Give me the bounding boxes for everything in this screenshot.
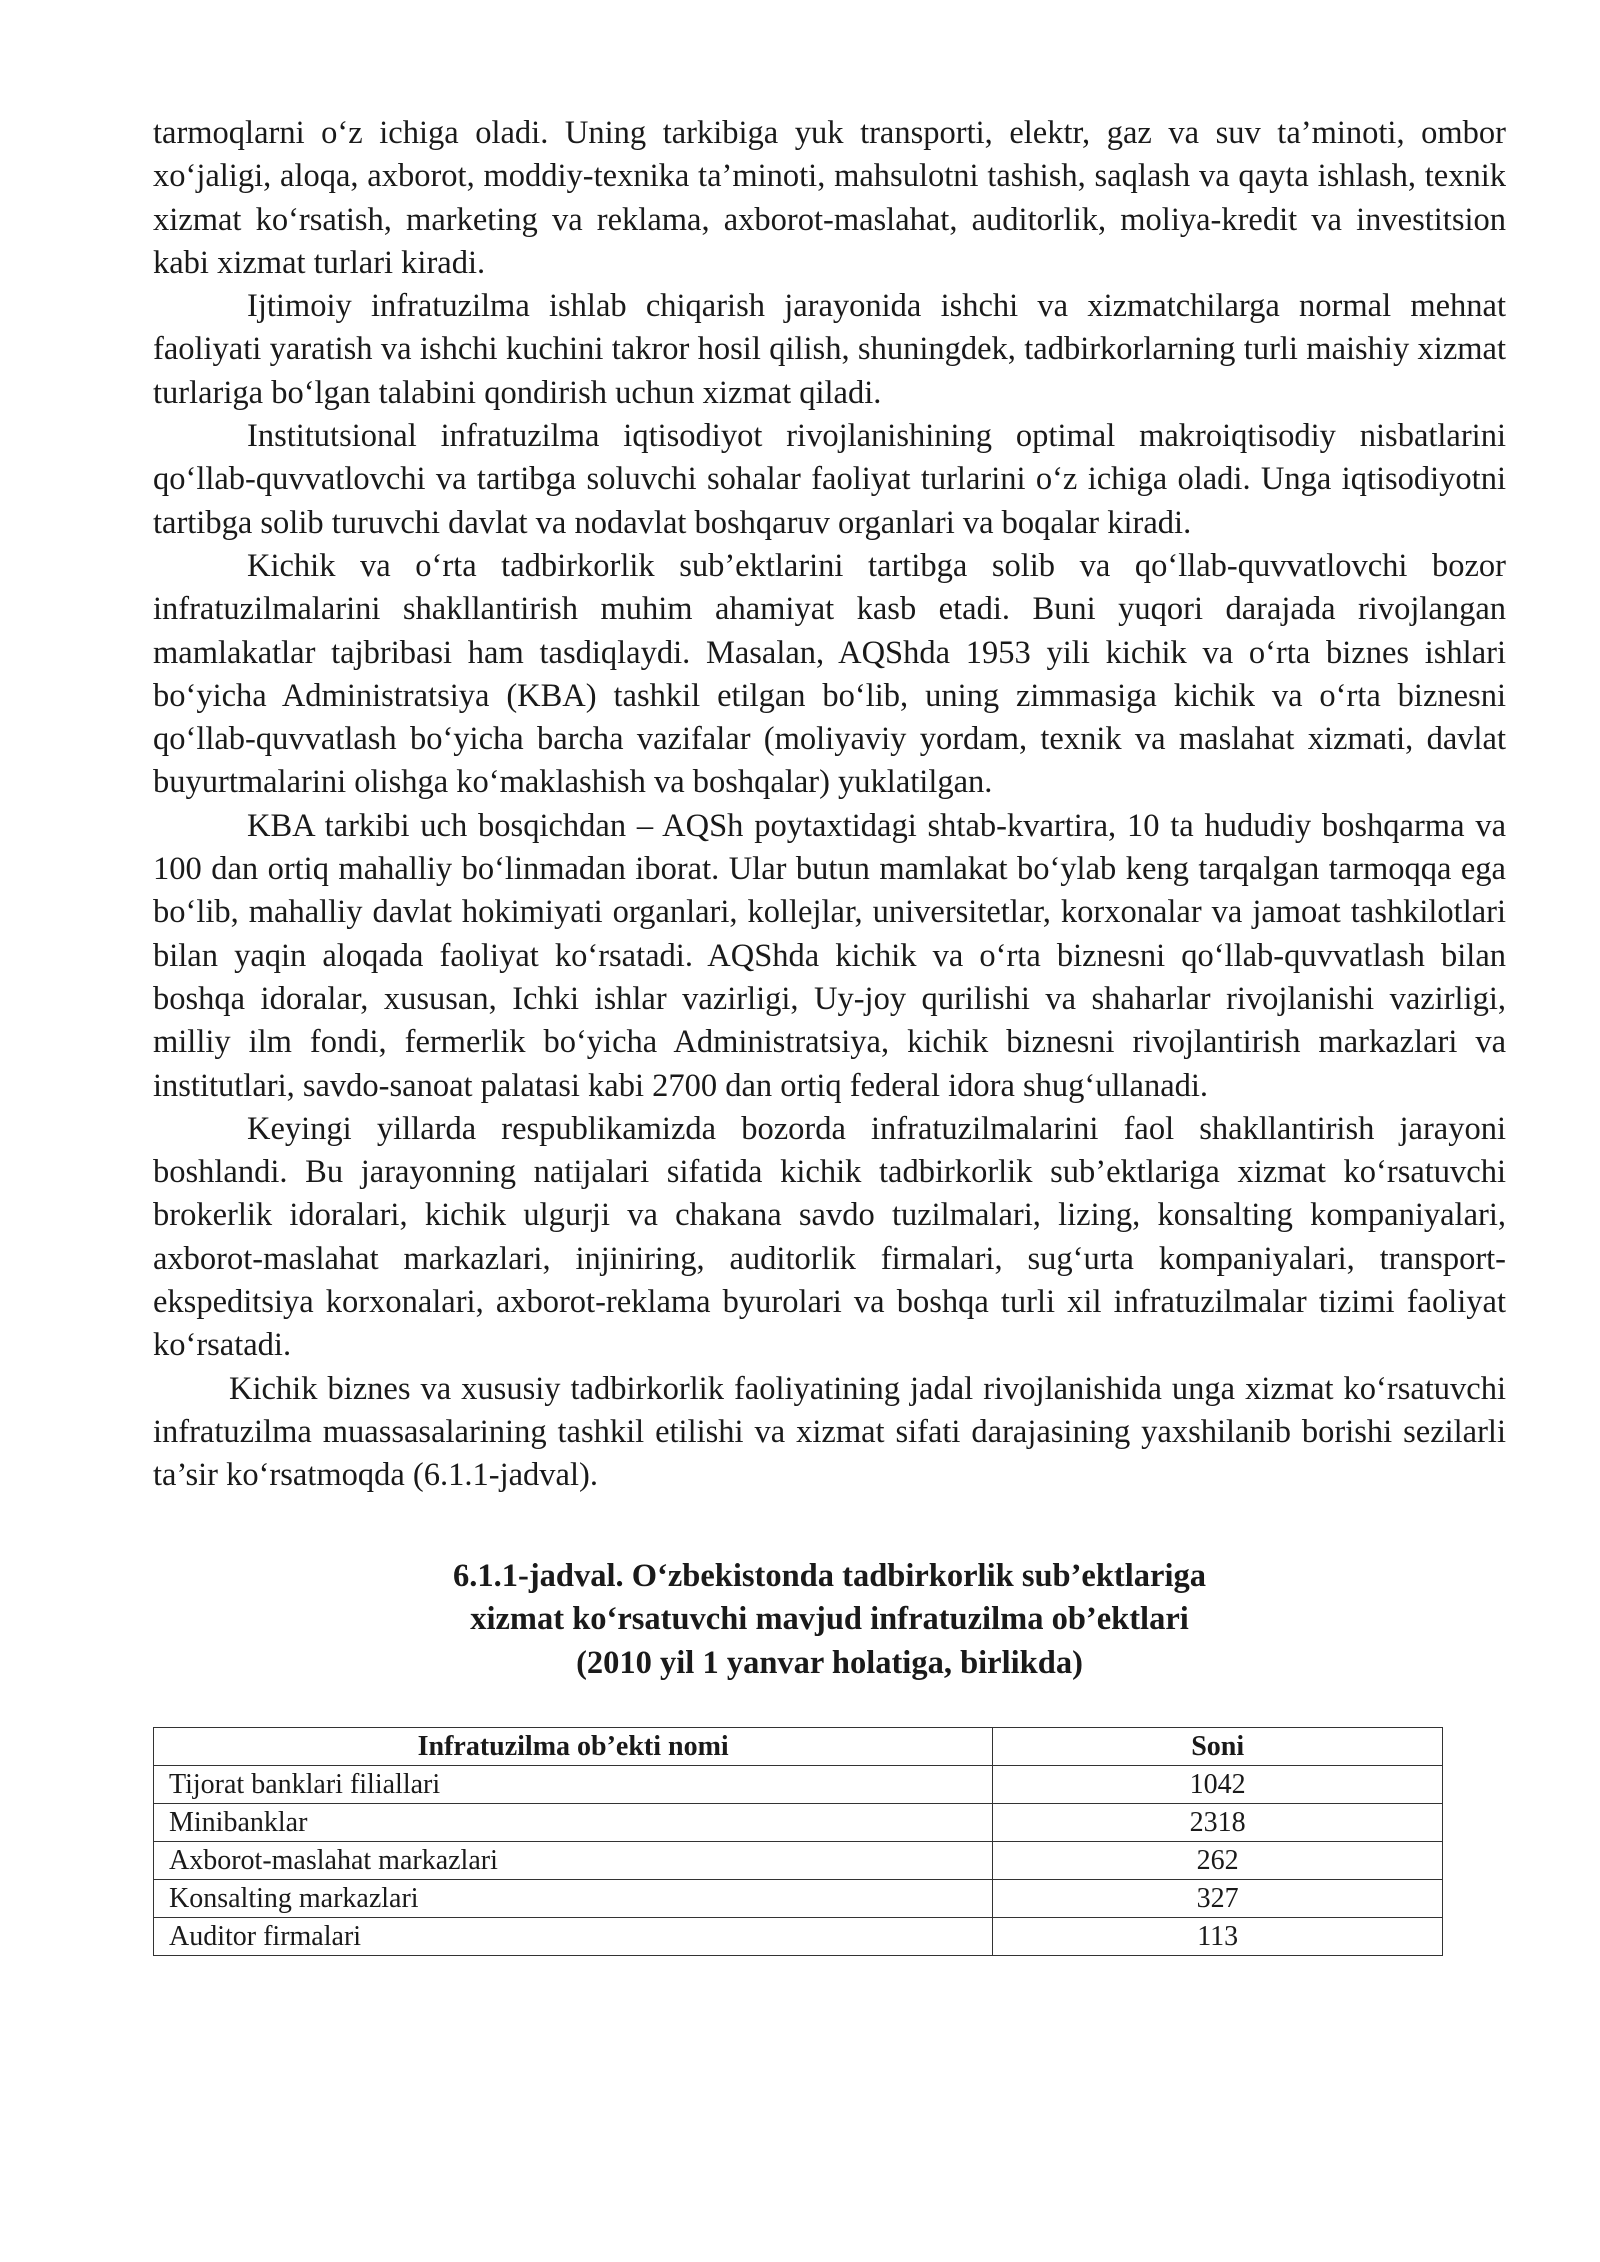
- row-name: Auditor firmalari: [154, 1918, 993, 1956]
- paragraph: KBA tarkibi uch bosqichdan – AQSh poytaxtidagi shtab-kvartira, 10 ta hududiy boshqarma va 100 dan ortiq mahalliy bo‘linmadan iborat. Ular butun mamlakat bo‘ylab keng tarqalgan tarmoqqa ega bo‘lib, mahalliy davlat hokimiyati organlari, kollejlar, universitetlar, korxonalar va jamoat tashkilotlari bilan yaqin aloqada faoliyat ko‘rsatadi. AQShda kichik va o‘rta biznesni qo‘llab-quvvatlash bilan boshqa idoralar, xususan, Ichki ishlar vazirligi, Uy-joy qurilishi va shaharlar rivojlanishi vazirligi, milliy ilm fondi, fermerlik bo‘yicha Administratsiya, kichik biznesni rivojlantirish markazlari va institutlari, savdo-sanoat palatasi kabi 2700 dan ortiq federal idora shug‘ullanadi.: [153, 807, 1506, 1104]
- table-header-row: [154, 1728, 1443, 1766]
- table-row: [154, 1918, 1443, 1956]
- row-name: Minibanklar: [154, 1804, 993, 1842]
- table-row: [154, 1804, 1443, 1842]
- table-title-line: (2010 yil 1 yanvar holatiga, birlikda): [576, 1644, 1083, 1681]
- infrastructure-table: [153, 1727, 1443, 1956]
- column-header-count: Soni: [993, 1728, 1443, 1766]
- row-count: 2318: [993, 1804, 1443, 1842]
- table-title-line: 6.1.1-jadval. O‘zbekistonda tadbirkorlik sub’ektlariga: [453, 1557, 1206, 1594]
- paragraph: tarmoqlarni o‘z ichiga oladi. Uning tarkibiga yuk transporti, elektr, gaz va suv ta’minoti, ombor xo‘jaligi, aloqa, axborot, moddiy-texnika ta’minoti, mahsulotni tashish, saqlash va qayta ishlash, texnik xizmat ko‘rsatish, marketing va reklama, axborot-maslahat, auditorlik, moliya-kredit va investitsion kabi xizmat turlari kiradi.: [153, 115, 1506, 281]
- paragraph: Keyingi yillarda respublikamizda bozorda infratuzilmalarini faol shakllantirish jarayoni boshlandi. Bu jarayonning natijalari sifatida kichik tadbirkorlik sub’ektlariga xizmat ko‘rsatuvchi brokerlik idoralari, kichik ulgurji va chakana savdo tuzilmalari, lizing, konsalting kompaniyalari, axborot-maslahat markazlari, injiniring, auditorlik firmalari, sug‘urta kompaniyalari, transport-ekspeditsiya korxonalari, axborot-reklama byurolari va boshqa turli xil infratuzilmalar tizimi faoliyat ko‘rsatadi.: [153, 1110, 1506, 1364]
- paragraph: Ijtimoiy infratuzilma ishlab chiqarish jarayonida ishchi va xizmatchilarga normal mehnat faoliyati yaratish va ishchi kuchini takror hosil qilish, shuningdek, tadbirkorlarning turli maishiy xizmat turlariga bo‘lgan talabini qondirish uchun xizmat qiladi.: [153, 288, 1506, 411]
- row-count: 327: [993, 1880, 1443, 1918]
- table-title: [153, 1555, 1506, 1686]
- paragraph: Kichik biznes va xususiy tadbirkorlik faoliyatining jadal rivojlanishida unga xizmat ko‘rsatuvchi infratuzilma muassasalarining tashkil etilishi va xizmat sifati darajasining yaxshilanib borishi sezilarli ta’sir ko‘rsatmoqda (6.1.1-jadval).: [153, 1370, 1506, 1494]
- table-row: [154, 1842, 1443, 1880]
- document-page: [153, 112, 1506, 1956]
- table-row: [154, 1880, 1443, 1918]
- paragraph: Institutsional infratuzilma iqtisodiyot rivojlanishining optimal makroiqtisodiy nisbatlarini qo‘llab-quvvatlovchi va tartibga soluvchi sohalar faoliyat turlarini o‘z ichiga oladi. Unga iqtisodiyotni tartibga solib turuvchi davlat va nodavlat boshqaruv organlari va boqalar kiradi.: [153, 418, 1506, 541]
- row-name: Konsalting markazlari: [154, 1880, 993, 1918]
- row-count: 262: [993, 1842, 1443, 1880]
- row-name: Axborot-maslahat markazlari: [154, 1842, 993, 1880]
- table-row: [154, 1766, 1443, 1804]
- column-header-name: Infratuzilma ob’ekti nomi: [154, 1728, 993, 1766]
- row-count: 1042: [993, 1766, 1443, 1804]
- row-count: 113: [993, 1918, 1443, 1956]
- row-name: Tijorat banklari filiallari: [154, 1766, 993, 1804]
- table-title-line: xizmat ko‘rsatuvchi mavjud infratuzilma ob’ektlari: [470, 1601, 1189, 1637]
- paragraph: Kichik va o‘rta tadbirkorlik sub’ektlarini tartibga solib va qo‘llab-quvvatlovchi bozor infratuzilmalarini shakllantirish muhim ahamiyat kasb etadi. Buni yuqori darajada rivojlangan mamlakatlar tajbribasi ham tasdiqlaydi. Masalan, AQShda 1953 yili kichik va o‘rta biznes ishlari bo‘yicha Administratsiya (KBA) tashkil etilgan bo‘lib, uning zimmasiga kichik va o‘rta biznesni qo‘llab-quvvatlash bo‘yicha barcha vazifalar (moliyaviy yordam, texnik va maslahat xizmati, davlat buyurtmalarini olishga ko‘maklashish va boshqalar) yuklatilgan.: [153, 547, 1506, 801]
